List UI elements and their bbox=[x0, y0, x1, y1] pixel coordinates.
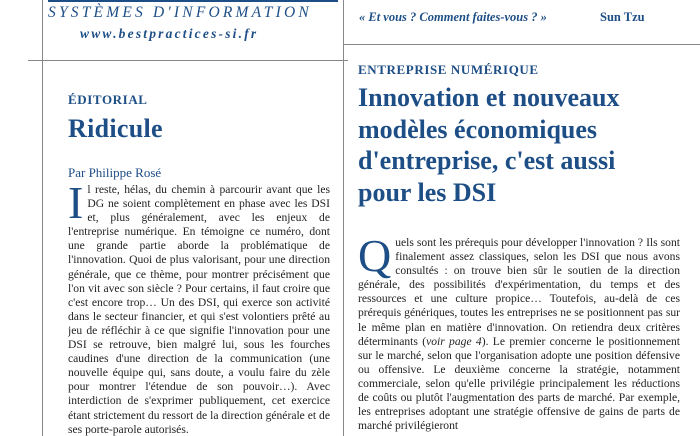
editorial-title: Ridicule bbox=[68, 114, 163, 143]
article-body-text-2: ). Le premier concerne le positionnement sur le marché, selon que l'organisation adopte une position défensive ou offensive. Le deuxième concerne la stratégie, notamment commerciale, selon qu'elle privilégie principalement les réductions de coûts ou plutôt l'augmentation des parts de marché. Par exemple, les entreprises adoptant une stratégie offensive de gains de parts de marché privilégieront bbox=[358, 334, 680, 433]
editorial-body-text: l reste, hélas, du chemin à parcourir avant que les DG ne soient complètement en phase avec les DSI et, plus généralement, avec les enjeux de l'entreprise numérique. En témoigne ce numéro, dont une grande partie aborde la problématique de l'innovation. Quoi de plus valorisant, pour une direction générale, que ce thème, pour montrer précisément que l'on vit avec son siècle ? Pour certains, il faut croire que c'est encore trop… Un des DSI, qui exerce son activité dans le secteur financier, et qui s'est volontiers prêté au jeu de réfléchir à ce que signifie l'innovation pour une DSI se retrouve, bien malgré lui, sous les fourches caudines d'une direction de la communication (une nouvelle équipe qui, sans doute, a voulu faire du zèle pour montrer l'étendue de son pouvoir…). Avec interdiction de s'exprimer publiquement, cet exercice étant strictement du ressort de la direction générale et de ses porte-parole autorisés. bbox=[68, 183, 330, 436]
divider-left-column bbox=[42, 60, 43, 436]
masthead-logo-band bbox=[48, 0, 338, 2]
masthead-rule-left bbox=[42, 0, 43, 60]
tagline-author: Sun Tzu bbox=[600, 10, 645, 24]
editorial-section-label: ÉDITORIAL bbox=[68, 92, 148, 107]
tagline-quote: « Et vous ? Comment faites-vous ? » bbox=[359, 10, 547, 24]
divider-center bbox=[343, 0, 344, 436]
article-page-reference: voir page 4 bbox=[426, 334, 482, 348]
tagline-rule bbox=[343, 44, 700, 45]
article-body bbox=[358, 236, 680, 436]
editorial-byline: Par Philippe Rosé bbox=[68, 165, 162, 180]
divider-top bbox=[28, 60, 348, 61]
article-dropcap: Q bbox=[358, 236, 392, 281]
editorial-dropcap: I bbox=[68, 183, 84, 228]
article-section-label: ENTREPRISE NUMÉRIQUE bbox=[358, 62, 539, 77]
masthead-subtitle: SYSTÈMES D'INFORMATION bbox=[48, 4, 312, 21]
masthead-url[interactable]: www.bestpractices-si.fr bbox=[80, 26, 259, 41]
editorial-body bbox=[68, 183, 330, 436]
article-title: Innovation et nouveaux modèles économiques d'entreprise, c'est aussi pour les DSI bbox=[358, 83, 620, 207]
article-body-text-1: uels sont les prérequis pour développer l'innovation ? Ils sont finalement assez classiques, selon les DSI que nous avons consultés : on trouve bien sûr le soutien de la direction générale, des possibilités d'expérimentation, du temps et des ressources et une culture propice… Toutefois, au-delà de ces prérequis génériques, toutes les entreprises ne se positionnent pas sur le même plan en matière d'innovation. On retiendra deux critères déterminants ( bbox=[358, 236, 680, 348]
